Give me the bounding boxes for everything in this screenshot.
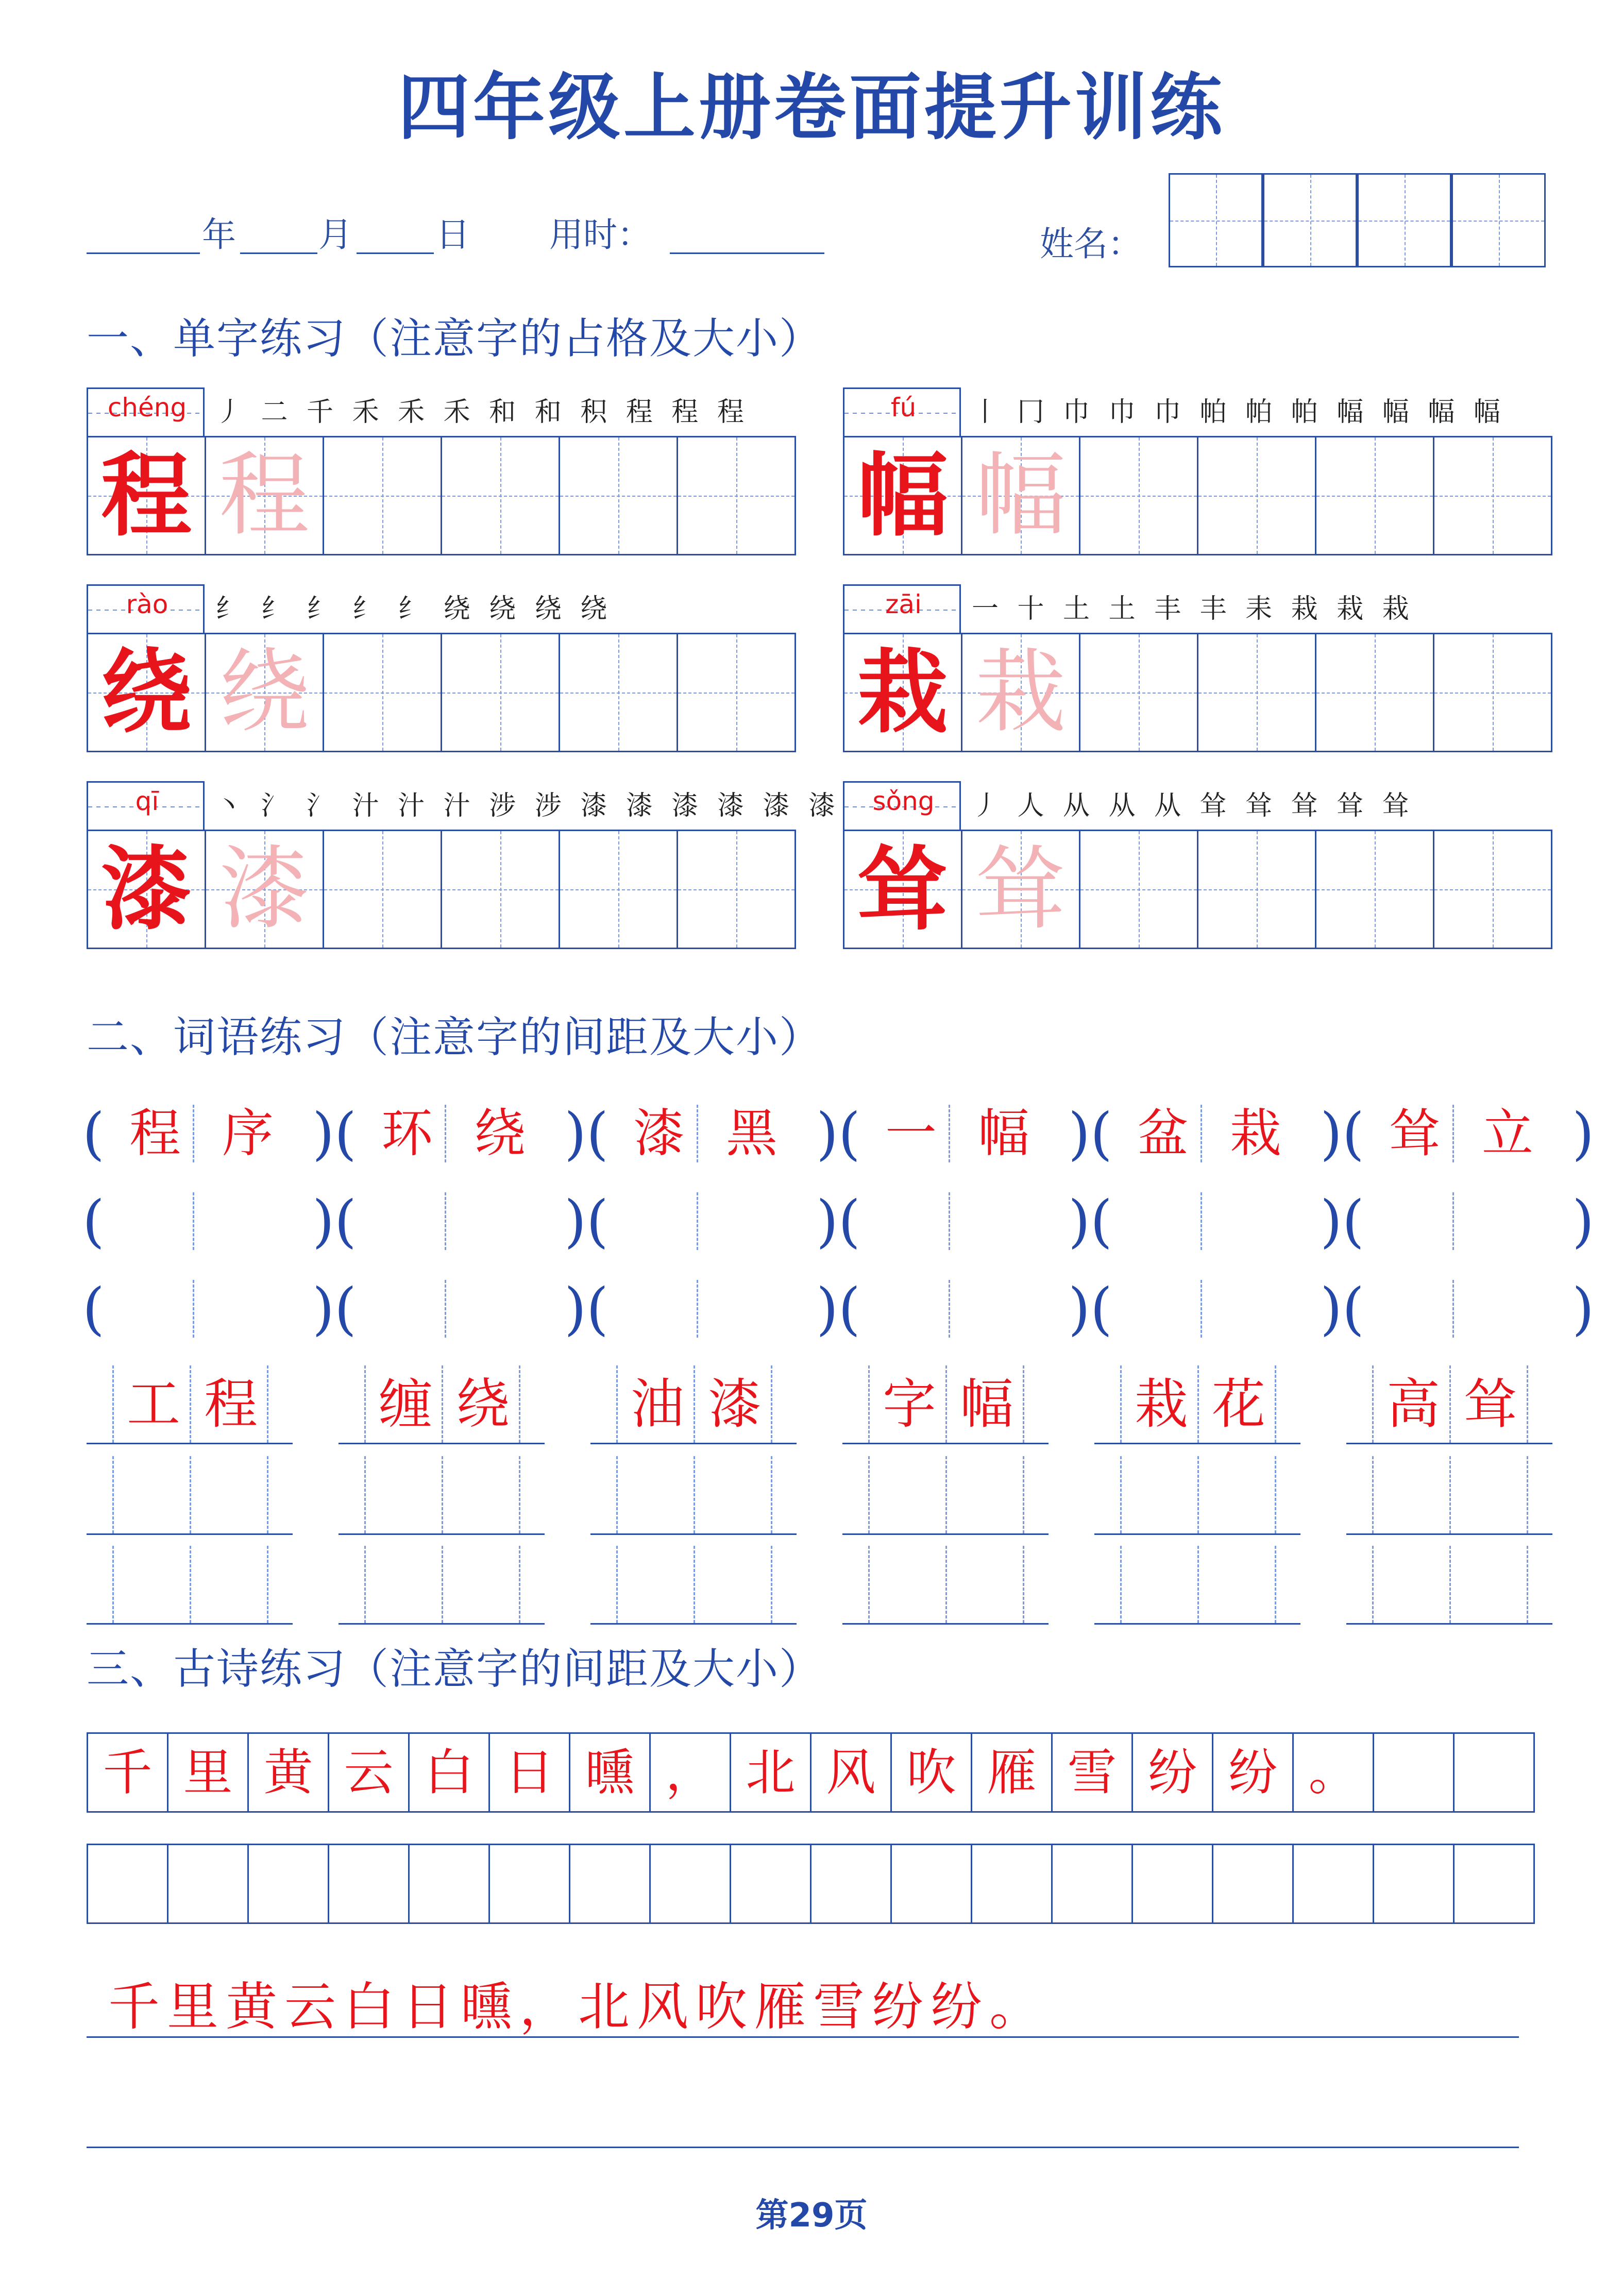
pinyin-text: chéng [107, 393, 187, 423]
poem-grid-filled [87, 1732, 1535, 1813]
tianzi-cell[interactable] [1198, 634, 1316, 751]
name-cell[interactable] [1451, 173, 1546, 267]
tianzi-cell[interactable] [1198, 437, 1316, 554]
paren-open: ( [586, 1101, 608, 1167]
writing-line[interactable] [87, 2036, 1519, 2038]
word-char: 盆 [1137, 1103, 1189, 1163]
dashed-divider [616, 1546, 618, 1623]
paren-close: ) [312, 1188, 334, 1254]
tianzi-cell[interactable] [206, 831, 324, 948]
word-char: 幅 [978, 1103, 1029, 1163]
tianzi-cell[interactable] [1434, 634, 1552, 751]
word-char: 漆 [707, 1373, 762, 1436]
word-paren-box [586, 1098, 838, 1170]
dashed-divider [1449, 1546, 1451, 1623]
poem-cell: 千 [88, 1734, 168, 1811]
word-line-box [339, 1365, 545, 1444]
tianzi-cell[interactable] [844, 634, 962, 751]
trace-char: 绕 [218, 639, 310, 745]
word-paren-box[interactable] [586, 1185, 838, 1257]
char-practice-block [87, 781, 840, 949]
pinyin-cell [843, 584, 961, 633]
trace-char: 幅 [975, 443, 1066, 548]
pinyin-cell [87, 781, 205, 830]
tianzi-cell[interactable] [1080, 634, 1198, 751]
paren-open: ( [82, 1188, 105, 1254]
dashed-divider [868, 1456, 870, 1533]
poem-cell: 黄 [249, 1734, 329, 1811]
dashed-divider [442, 1456, 443, 1533]
dashed-divider [616, 1456, 618, 1533]
word-char: 油 [630, 1373, 684, 1436]
word-line-box [1346, 1365, 1552, 1444]
dashed-divider [949, 1280, 950, 1338]
paren-open: ( [82, 1276, 105, 1342]
word-paren-box [838, 1098, 1090, 1170]
paren-close: ) [1320, 1188, 1342, 1254]
tianzi-cell[interactable] [1316, 634, 1434, 751]
model-char: 栽 [857, 639, 948, 746]
poem-cell: 吹 [892, 1734, 972, 1811]
word-char: 栽 [1134, 1373, 1188, 1436]
paren-open: ( [1342, 1188, 1364, 1254]
poem-empty-cell[interactable] [249, 1845, 329, 1922]
dashed-divider [267, 1546, 268, 1623]
pinyin-cell [87, 584, 205, 633]
dashed-divider [1452, 1280, 1454, 1338]
word-char: 字 [882, 1373, 936, 1436]
paren-close: ) [1320, 1101, 1342, 1167]
word-char: 耸 [1463, 1373, 1517, 1436]
tianzi-cell[interactable] [442, 437, 560, 554]
tianzi-cell[interactable] [844, 437, 962, 554]
dashed-divider [193, 1280, 194, 1338]
word-line-box[interactable] [842, 1546, 1049, 1625]
paren-open: ( [838, 1101, 860, 1167]
word-char: 绕 [455, 1373, 510, 1436]
paren-open: ( [1090, 1101, 1112, 1167]
dashed-divider [1023, 1546, 1024, 1623]
tianzi-cell[interactable] [678, 634, 796, 751]
stroke-order: 丶 氵 氵 汁 汁 汁 涉 涉 漆 漆 漆 漆 漆 漆 [215, 790, 840, 821]
dashed-divider [1023, 1456, 1024, 1533]
stroke-order: 纟 纟 纟 纟 纟 绕 绕 绕 绕 [215, 594, 613, 624]
word-paren-box [1090, 1098, 1342, 1170]
word-char: 栽 [1230, 1103, 1281, 1163]
dashed-divider [1449, 1456, 1451, 1533]
dashed-divider [694, 1456, 695, 1533]
word-line-box [842, 1365, 1049, 1444]
poem-cell: 日 [490, 1734, 570, 1811]
paren-close: ) [1320, 1276, 1342, 1342]
trace-char: 漆 [218, 836, 310, 942]
word-paren-box [1342, 1098, 1594, 1170]
tianzi-cell[interactable] [962, 634, 1080, 751]
pinyin-text: sǒng [872, 786, 935, 816]
word-char: 环 [381, 1103, 433, 1163]
pinyin-cell [843, 781, 961, 830]
dashed-divider [949, 1192, 950, 1250]
tianzi-grid-row[interactable] [843, 830, 1552, 949]
pinyin-cell [87, 387, 205, 436]
paren-close: ) [1068, 1101, 1090, 1167]
word-line-box[interactable] [87, 1456, 293, 1535]
pinyin-text: fú [890, 393, 917, 423]
word-line-box[interactable] [339, 1456, 545, 1535]
paren-open: ( [1090, 1276, 1112, 1342]
paren-open: ( [334, 1276, 357, 1342]
word-line-box[interactable] [1346, 1456, 1552, 1535]
dashed-divider [694, 1546, 695, 1623]
paren-close: ) [1572, 1188, 1594, 1254]
trace-char: 程 [218, 443, 310, 548]
poem-empty-cell[interactable] [410, 1845, 490, 1922]
name-cell[interactable] [1263, 173, 1357, 267]
dashed-divider [442, 1546, 443, 1623]
stroke-order: 丿 二 千 禾 禾 禾 和 和 积 程 程 程 [215, 397, 749, 428]
poem-empty-cell[interactable] [1374, 1845, 1455, 1922]
dashed-divider [1201, 1280, 1202, 1338]
dashed-divider [445, 1192, 446, 1250]
poem-cell: 风 [812, 1734, 892, 1811]
word-char: 缠 [378, 1373, 432, 1436]
tianzi-cell[interactable] [324, 437, 442, 554]
poem-empty-cell[interactable] [329, 1845, 410, 1922]
dashed-divider [697, 1280, 698, 1338]
year-blank[interactable] [87, 252, 200, 254]
word-char: 黑 [726, 1103, 777, 1163]
paren-open: ( [586, 1188, 608, 1254]
word-paren-box[interactable] [1342, 1185, 1594, 1257]
tianzi-cell[interactable] [962, 831, 1080, 948]
char-practice-block [87, 584, 798, 752]
poem-cell [1374, 1734, 1455, 1811]
dashed-divider [697, 1192, 698, 1250]
word-char: 一 [885, 1103, 937, 1163]
paren-open: ( [838, 1188, 860, 1254]
poem-cell: 白 [410, 1734, 490, 1811]
section1-title: 一、单字练习（注意字的占格及大小） [87, 314, 823, 363]
word-line-box[interactable] [1094, 1546, 1300, 1625]
word-line-box [590, 1365, 797, 1444]
word-char: 绕 [474, 1103, 526, 1163]
poem-cell: 。 [1294, 1734, 1374, 1811]
stroke-order: 丨 冂 巾 巾 巾 帕 帕 帕 幅 幅 幅 幅 [972, 397, 1506, 428]
tianzi-cell[interactable] [1080, 831, 1198, 948]
writing-line[interactable] [87, 2147, 1519, 2148]
poem-empty-cell[interactable] [1133, 1845, 1213, 1922]
word-char: 耸 [1389, 1103, 1441, 1163]
section2-title: 二、词语练习（注意字的间距及大小） [87, 1013, 823, 1062]
model-char: 绕 [100, 639, 192, 746]
dashed-divider [267, 1456, 268, 1533]
word-paren-box[interactable] [1090, 1273, 1342, 1345]
poem-cell: 雪 [1053, 1734, 1133, 1811]
word-line-box[interactable] [1094, 1456, 1300, 1535]
poem-cell: 里 [168, 1734, 249, 1811]
poem-cell: 曛 [570, 1734, 651, 1811]
word-line-box [87, 1365, 293, 1444]
paren-open: ( [586, 1276, 608, 1342]
word-paren-box [82, 1098, 334, 1170]
paren-open: ( [334, 1101, 357, 1167]
word-line-box[interactable] [87, 1546, 293, 1625]
paren-close: ) [312, 1276, 334, 1342]
tianzi-cell[interactable] [88, 437, 206, 554]
tianzi-cell[interactable] [324, 634, 442, 751]
section3-title: 三、古诗练习（注意字的间距及大小） [87, 1645, 823, 1694]
dashed-divider [771, 1456, 772, 1533]
tianzi-grid-row[interactable] [843, 436, 1552, 555]
paren-open: ( [334, 1188, 357, 1254]
tianzi-cell[interactable] [1316, 831, 1434, 948]
paren-open: ( [1342, 1276, 1364, 1342]
poem-empty-cell[interactable] [651, 1845, 731, 1922]
word-paren-box[interactable] [838, 1185, 1090, 1257]
tianzi-cell[interactable] [1316, 437, 1434, 554]
word-line-box[interactable] [1346, 1546, 1552, 1625]
tianzi-cell[interactable] [442, 831, 560, 948]
dashed-divider [364, 1456, 366, 1533]
poem-cell: 云 [329, 1734, 410, 1811]
poem-empty-cell[interactable] [1213, 1845, 1294, 1922]
time-blank[interactable] [670, 252, 824, 254]
dashed-divider [1197, 1546, 1199, 1623]
word-line-box[interactable] [842, 1456, 1049, 1535]
dashed-divider [193, 1192, 194, 1250]
day-label: 日 [436, 215, 470, 255]
word-paren-box[interactable] [838, 1273, 1090, 1345]
word-char: 立 [1482, 1103, 1533, 1163]
dashed-divider [190, 1546, 191, 1623]
dashed-divider [364, 1546, 366, 1623]
paren-close: ) [564, 1188, 586, 1254]
word-paren-box[interactable] [334, 1185, 586, 1257]
dashed-divider [1201, 1192, 1202, 1250]
dashed-divider [1275, 1546, 1276, 1623]
day-blank[interactable] [357, 252, 434, 254]
poem-cell: 雁 [972, 1734, 1053, 1811]
tianzi-cell[interactable] [560, 437, 678, 554]
word-char: 序 [222, 1103, 274, 1163]
poem-empty-cell[interactable] [168, 1845, 249, 1922]
tianzi-cell[interactable] [560, 634, 678, 751]
dashed-divider [519, 1456, 520, 1533]
page-title: 四年级上册卷面提升训练 [397, 66, 1225, 150]
tianzi-cell[interactable] [1080, 437, 1198, 554]
paren-open: ( [838, 1276, 860, 1342]
tianzi-cell[interactable] [1434, 831, 1552, 948]
poem-cell: 北 [731, 1734, 812, 1811]
dashed-divider [945, 1456, 947, 1533]
tianzi-cell[interactable] [324, 831, 442, 948]
word-paren-box[interactable] [334, 1273, 586, 1345]
poem-empty-cell[interactable] [88, 1845, 168, 1922]
paren-close: ) [1572, 1101, 1594, 1167]
poem-empty-cell[interactable] [731, 1845, 812, 1922]
pinyin-text: zāi [885, 589, 922, 619]
tianzi-cell[interactable] [88, 831, 206, 948]
word-paren-box[interactable] [82, 1273, 334, 1345]
paren-close: ) [816, 1188, 838, 1254]
poem-copy-line: 千里黄云白日曛，北风吹雁雪纷纷。 [108, 1977, 1048, 2037]
model-char: 漆 [100, 836, 192, 942]
poem-empty-cell[interactable] [1053, 1845, 1133, 1922]
char-practice-block [843, 387, 1554, 555]
poem-grid-empty[interactable] [87, 1844, 1535, 1924]
name-cell[interactable] [1169, 173, 1263, 267]
dashed-divider [1527, 1546, 1528, 1623]
poem-cell: ， [651, 1734, 731, 1811]
poem-empty-cell[interactable] [1455, 1845, 1535, 1922]
paren-open: ( [82, 1101, 105, 1167]
word-line-box [1094, 1365, 1300, 1444]
model-char: 耸 [857, 836, 948, 942]
dashed-divider [868, 1546, 870, 1623]
year-label: 年 [202, 215, 236, 255]
word-paren-box[interactable] [586, 1273, 838, 1345]
word-line-box[interactable] [590, 1456, 797, 1535]
word-line-box[interactable] [339, 1546, 545, 1625]
dashed-divider [112, 1456, 114, 1533]
word-char: 漆 [633, 1103, 685, 1163]
paren-close: ) [1068, 1276, 1090, 1342]
tianzi-grid-row[interactable] [87, 633, 796, 752]
dashed-divider [1120, 1546, 1122, 1623]
word-char: 工 [126, 1373, 180, 1436]
tianzi-cell[interactable] [206, 634, 324, 751]
model-char: 程 [100, 442, 192, 549]
poem-cell [1455, 1734, 1535, 1811]
word-line-box[interactable] [590, 1546, 797, 1625]
paren-close: ) [312, 1101, 334, 1167]
word-paren-box[interactable] [1090, 1185, 1342, 1257]
dashed-divider [1120, 1456, 1122, 1533]
trace-char: 耸 [975, 836, 1066, 942]
tianzi-cell[interactable] [1198, 831, 1316, 948]
dashed-divider [1372, 1456, 1374, 1533]
poem-cell: 纷 [1213, 1734, 1294, 1811]
dashed-divider [190, 1456, 191, 1533]
word-char: 花 [1211, 1373, 1265, 1436]
poem-empty-cell[interactable] [1294, 1845, 1374, 1922]
page-number: 第29页 [755, 2197, 868, 2235]
word-paren-box[interactable] [82, 1185, 334, 1257]
paren-close: ) [564, 1101, 586, 1167]
tianzi-cell[interactable] [962, 437, 1080, 554]
word-char: 程 [129, 1103, 181, 1163]
name-label: 姓名： [1040, 224, 1142, 264]
tianzi-grid-row[interactable] [843, 633, 1552, 752]
poem-cell: 纷 [1133, 1734, 1213, 1811]
month-label: 月 [318, 215, 352, 255]
dashed-divider [1452, 1192, 1454, 1250]
paren-close: ) [1572, 1276, 1594, 1342]
time-label: 用时： [549, 215, 651, 255]
paren-open: ( [1342, 1101, 1364, 1167]
poem-empty-cell[interactable] [490, 1845, 570, 1922]
word-char: 程 [204, 1373, 258, 1436]
tianzi-grid-row[interactable] [87, 436, 796, 555]
char-practice-block [843, 584, 1554, 752]
dashed-divider [445, 1280, 446, 1338]
tianzi-cell[interactable] [844, 831, 962, 948]
tianzi-cell[interactable] [442, 634, 560, 751]
dashed-divider [112, 1546, 114, 1623]
paren-close: ) [816, 1276, 838, 1342]
dashed-divider [1527, 1456, 1528, 1533]
word-paren-box[interactable] [1342, 1273, 1594, 1345]
word-paren-box [334, 1098, 586, 1170]
name-cell[interactable] [1357, 173, 1451, 267]
char-practice-block [87, 387, 798, 555]
tianzi-cell[interactable] [678, 831, 796, 948]
paren-close: ) [1068, 1188, 1090, 1254]
poem-empty-cell[interactable] [570, 1845, 651, 1922]
char-practice-block [843, 781, 1554, 949]
month-blank[interactable] [240, 252, 317, 254]
word-char: 幅 [959, 1373, 1013, 1436]
stroke-order: 丿 人 从 从 从 耸 耸 耸 耸 耸 [972, 790, 1414, 821]
pinyin-text: qī [135, 786, 159, 816]
dashed-divider [1275, 1456, 1276, 1533]
tianzi-cell[interactable] [206, 437, 324, 554]
poem-empty-cell[interactable] [972, 1845, 1053, 1922]
dashed-divider [519, 1546, 520, 1623]
word-char: 高 [1386, 1373, 1440, 1436]
poem-empty-cell[interactable] [812, 1845, 892, 1922]
model-char: 幅 [857, 442, 948, 549]
dashed-divider [945, 1546, 947, 1623]
dashed-divider [1197, 1456, 1199, 1533]
tianzi-cell[interactable] [1434, 437, 1552, 554]
tianzi-grid-row[interactable] [87, 830, 796, 949]
pinyin-text: rào [126, 589, 168, 619]
paren-close: ) [564, 1276, 586, 1342]
pinyin-cell [843, 387, 961, 436]
trace-char: 栽 [975, 639, 1066, 745]
tianzi-cell[interactable] [678, 437, 796, 554]
stroke-order: 一 十 土 土 丰 丰 耒 栽 栽 栽 [972, 594, 1414, 624]
tianzi-cell[interactable] [560, 831, 678, 948]
dashed-divider [1372, 1546, 1374, 1623]
poem-empty-cell[interactable] [892, 1845, 972, 1922]
paren-close: ) [816, 1101, 838, 1167]
paren-open: ( [1090, 1188, 1112, 1254]
tianzi-cell[interactable] [88, 634, 206, 751]
dashed-divider [771, 1546, 772, 1623]
